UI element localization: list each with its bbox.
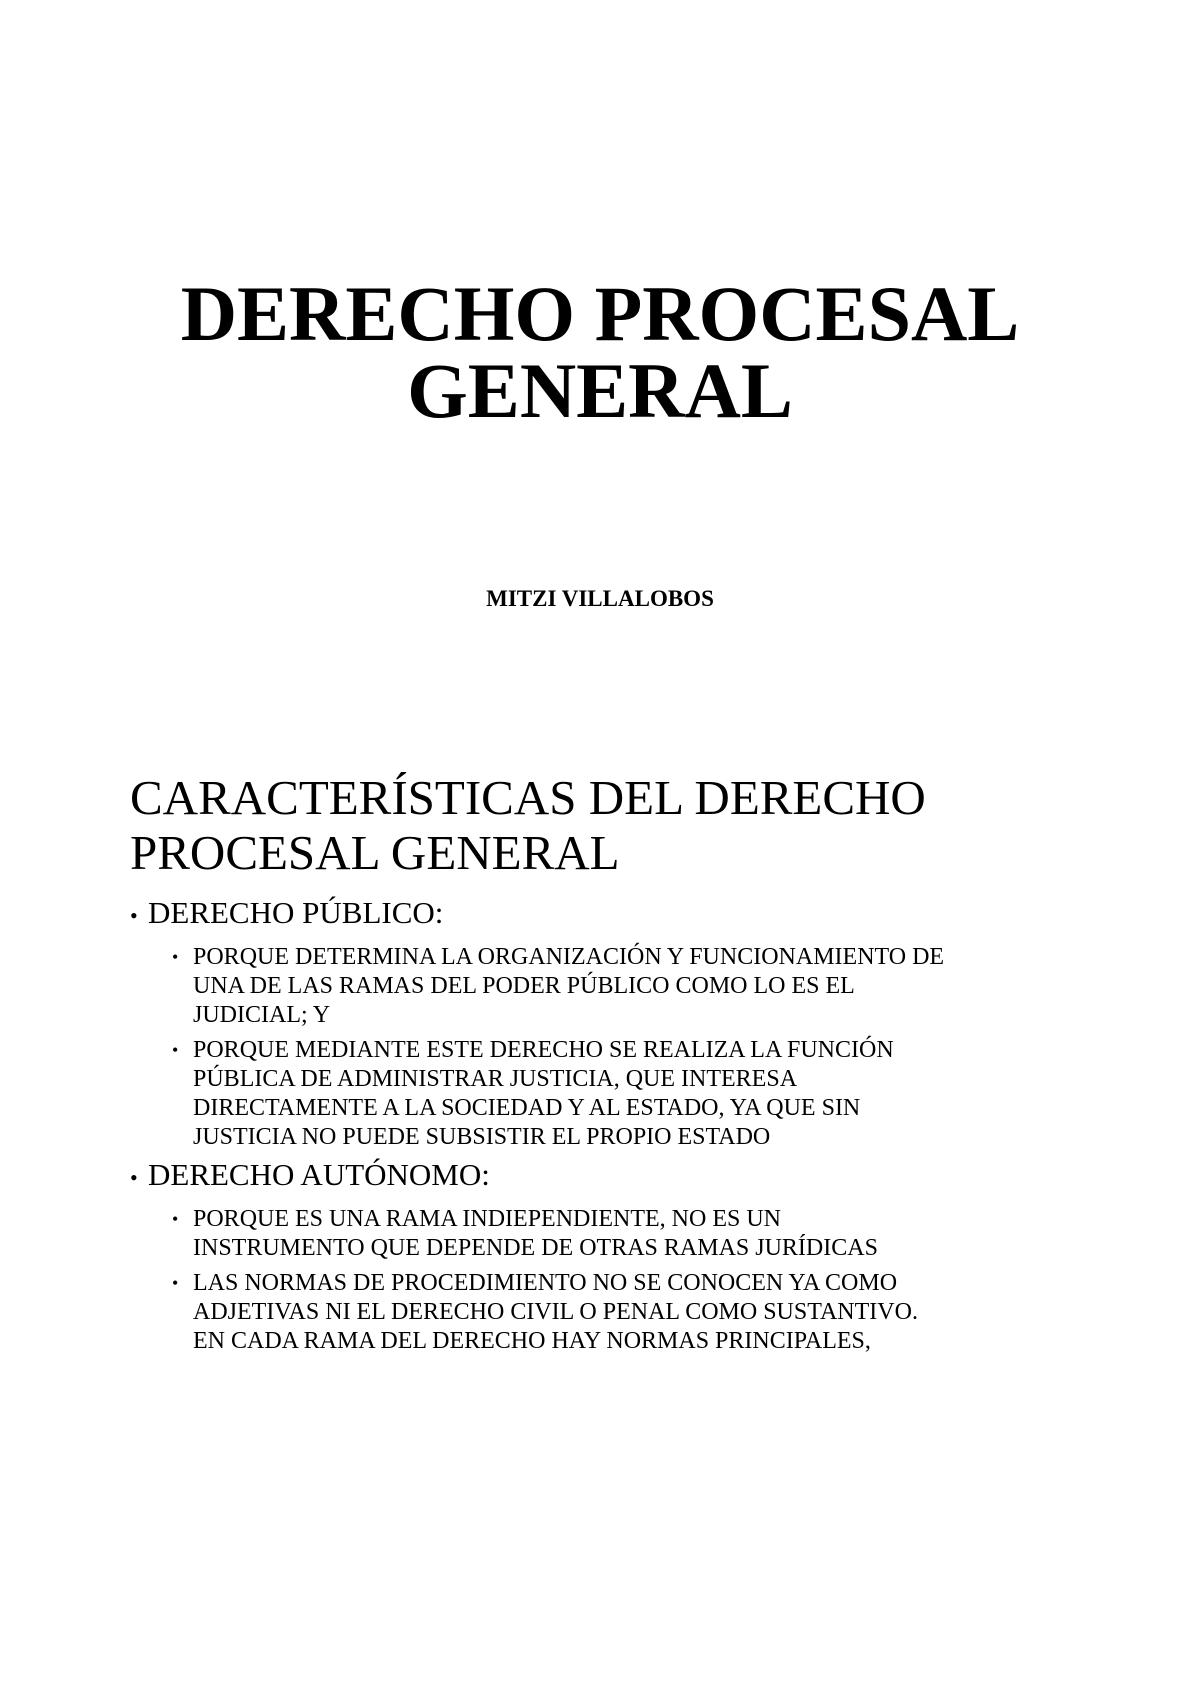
section-heading-line-1: CARACTERÍSTICAS DEL DERECHO bbox=[130, 770, 926, 825]
sub-bullet bbox=[172, 943, 944, 1030]
sub-bullet-line: JUDICIAL; Y bbox=[193, 1002, 331, 1028]
bullet-derecho-autonomo bbox=[130, 1158, 490, 1195]
bullet-icon: • bbox=[172, 947, 179, 967]
sub-bullet bbox=[172, 1205, 878, 1263]
bullet-icon: • bbox=[172, 1209, 179, 1229]
bullet-icon: • bbox=[172, 1040, 179, 1060]
sub-bullet-line: UNA DE LAS RAMAS DEL PODER PÚBLICO COMO LO ES EL bbox=[193, 973, 855, 999]
section-heading-line-2: PROCESAL GENERAL bbox=[130, 825, 620, 880]
bullet-label: DERECHO PÚBLICO: bbox=[148, 895, 444, 930]
section-heading bbox=[130, 770, 926, 880]
sub-bullet-line: PÚBLICA DE ADMINISTRAR JUSTICIA, QUE INTERESA bbox=[193, 1066, 798, 1092]
document-title-line-1: DERECHO PROCESAL bbox=[180, 270, 1020, 357]
sub-bullet-line: JUSTICIA NO PUEDE SUBSISTIR EL PROPIO ESTADO bbox=[193, 1124, 771, 1150]
sub-bullet-line: PORQUE MEDIANTE ESTE DERECHO SE REALIZA LA FUNCIÓN bbox=[193, 1037, 894, 1063]
author-name: MITZI VILLALOBOS bbox=[486, 586, 714, 611]
sub-bullet-line: EN CADA RAMA DEL DERECHO HAY NORMAS PRINCIPALES, bbox=[193, 1328, 871, 1354]
sub-bullet-line: PORQUE DETERMINA LA ORGANIZACIÓN Y FUNCIONAMIENTO DE bbox=[193, 944, 945, 970]
sub-bullet-line: INSTRUMENTO QUE DEPENDE DE OTRAS RAMAS JURÍDICAS bbox=[193, 1235, 878, 1261]
sub-bullet-line: LAS NORMAS DE PROCEDIMIENTO NO SE CONOCEN YA COMO bbox=[193, 1270, 898, 1296]
sub-bullet-line: PORQUE ES UNA RAMA INDIEPENDIENTE, NO ES UN bbox=[193, 1206, 781, 1232]
bullet-icon: • bbox=[130, 1165, 138, 1190]
sub-bullet-line: ADJETIVAS NI EL DERECHO CIVIL O PENAL COMO SUSTANTIVO. bbox=[193, 1299, 918, 1325]
sub-bullet-line: DIRECTAMENTE A LA SOCIEDAD Y AL ESTADO, YA QUE SIN bbox=[193, 1095, 861, 1121]
sub-bullet bbox=[172, 1036, 894, 1152]
bullet-icon: • bbox=[130, 903, 138, 928]
bullet-derecho-publico bbox=[130, 896, 443, 933]
bullet-icon: • bbox=[172, 1273, 179, 1293]
sub-bullet bbox=[172, 1269, 918, 1356]
document-title-line-2: GENERAL bbox=[407, 347, 793, 434]
bullet-label: DERECHO AUTÓNOMO: bbox=[148, 1157, 490, 1192]
